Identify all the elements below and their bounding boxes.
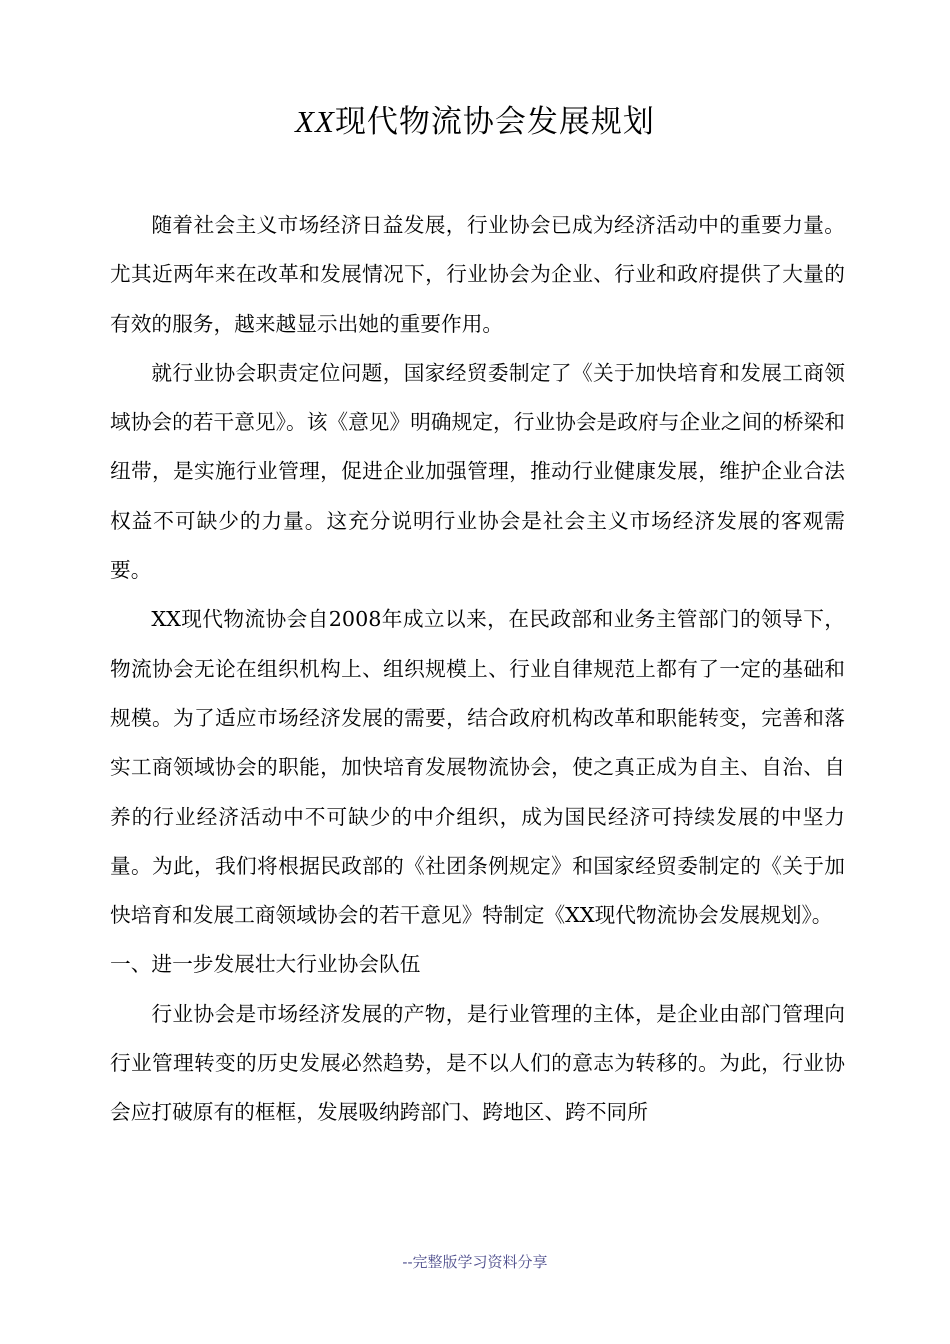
section-heading: 一、进一步发展壮大行业协会队伍: [110, 952, 421, 977]
page-title: [0, 100, 950, 144]
paragraph-2: 就行业协会职责定位问题，国家经贸委制定了《关于加快培育和发展工商领域协会的若干意见》。该《意见》明确规定，行业协会是政府与企业之间的桥梁和纽带，是实施行业管理，促进企业加强管理，推动行业健康发展，维护企业合法权益不可缺少的力量。这充分说明行业协会是社会主义市场经济发展的客观需要。: [110, 360, 845, 583]
title-prefix: XX: [295, 104, 335, 139]
section-paragraph: 行业协会是市场经济发展的产物，是行业管理的主体，是企业由部门管理向行业管理转变的历史发展必然趋势，是不以人们的意志为转移的。为此，行业协会应打破原有的框框，发展吸纳跨部门、跨地区、跨不同所: [110, 1001, 845, 1125]
title-text: 现代物流协会发展规划: [334, 104, 655, 140]
body-text: [110, 201, 845, 1138]
paragraph-3: XX现代物流协会自2008年成立以来，在民政部和业务主管部门的领导下，物流协会无论在组织机构上、组织规模上、行业自律规范上都有了一定的基础和规模。为了适应市场经济发展的需要，结合政府机构改革和职能转变，完善和落实工商领域协会的职能，加快培育发展物流协会，使之真正成为自主、自治、自养的行业经济活动中不可缺少的中介组织，成为国民经济可持续发展的中坚力量。为此，我们将根据民政部的《社团条例规定》和国家经贸委制定的《关于加快培育和发展工商领域协会的若干意见》特制定《XX现代物流协会发展规划》。: [110, 607, 845, 928]
footer-note: --完整版学习资料分享: [402, 1253, 548, 1271]
paragraph-1: 随着社会主义市场经济日益发展，行业协会已成为经济活动中的重要力量。尤其近两年来在改革和发展情况下，行业协会为企业、行业和政府提供了大量的有效的服务，越来越显示出她的重要作用。: [110, 213, 845, 336]
